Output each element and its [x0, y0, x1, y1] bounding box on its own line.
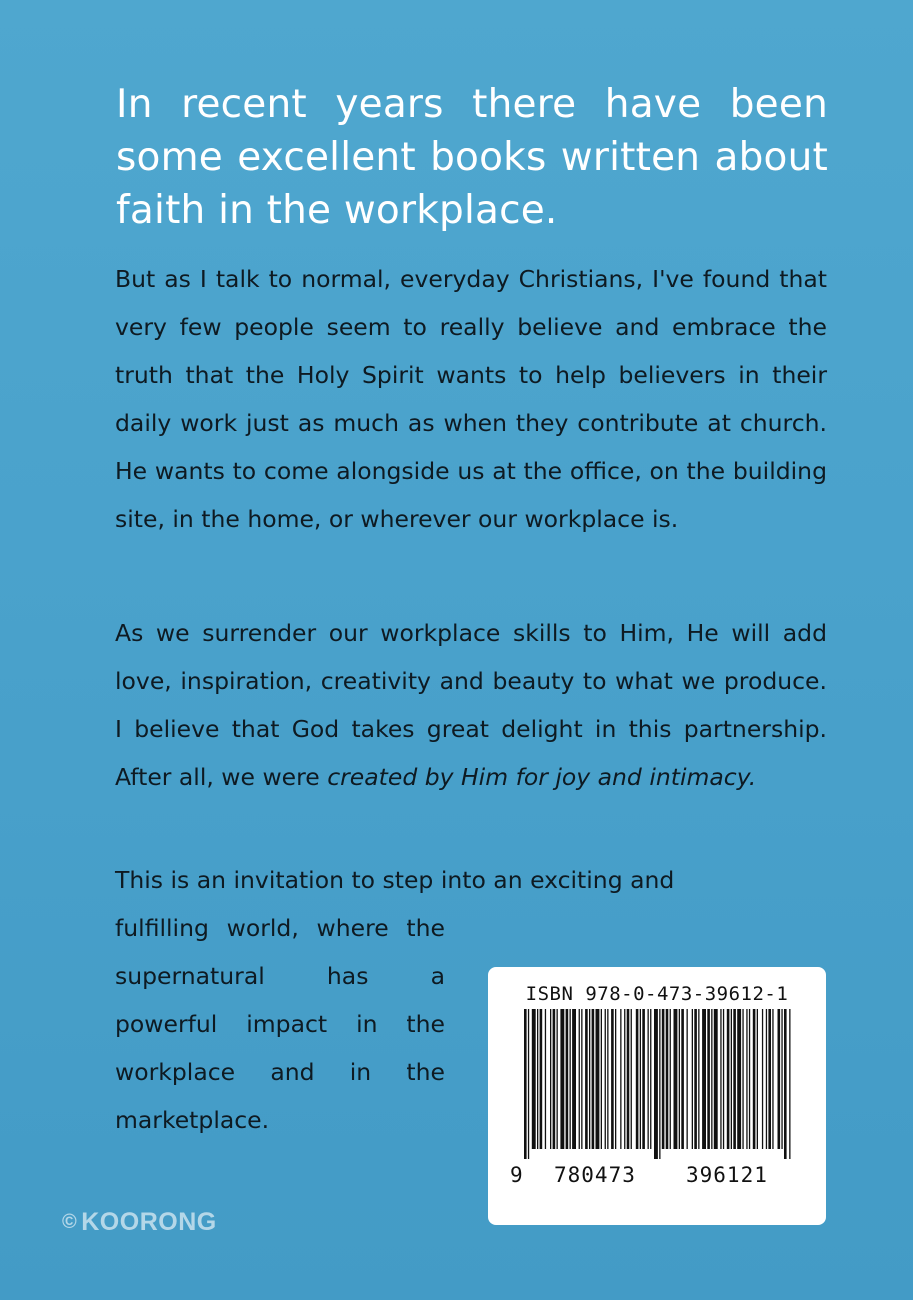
- barcode-bar: [666, 1009, 669, 1149]
- barcode-bar: [572, 1009, 576, 1149]
- barcode-bar: [746, 1009, 747, 1149]
- barcode-bar: [789, 1009, 790, 1159]
- barcode-bar: [694, 1009, 697, 1149]
- barcode-bar: [662, 1009, 665, 1149]
- barcode-bar: [540, 1009, 543, 1149]
- barcode-bar: [560, 1009, 564, 1149]
- barcode-bar: [627, 1009, 630, 1149]
- barcode-bar: [781, 1009, 782, 1149]
- barcode-bar: [570, 1009, 571, 1149]
- barcode-bars: [524, 1009, 792, 1159]
- barcode-bar: [687, 1009, 688, 1149]
- body-paragraph-1: But as I talk to normal, everyday Christians, I've found that very few people seem to really believe and embrace the truth that the Holy Spirit wants to help believers in their daily work just as much as when they contribute at church. He wants to come alongside us at the office, on the building site, in the home, or wherever our workplace is.: [115, 265, 827, 533]
- barcode-bar: [607, 1009, 608, 1149]
- barcode-bar: [742, 1009, 743, 1149]
- barcode-bar: [648, 1009, 649, 1149]
- body-paragraph-3-rest: fulfilling world, where the supernatural has a powerful impact in the workplace and in the marketplace.: [115, 914, 445, 1134]
- barcode-bar: [692, 1009, 693, 1149]
- barcode-bar: [702, 1009, 706, 1149]
- barcode-bar: [589, 1009, 590, 1149]
- barcode-bar: [545, 1009, 546, 1149]
- barcode-bar: [654, 1009, 658, 1159]
- barcode-bar: [605, 1009, 606, 1149]
- barcode-bar: [723, 1009, 724, 1149]
- koorong-watermark: [62, 1208, 217, 1237]
- barcode-bar: [585, 1009, 588, 1149]
- barcode-bar: [642, 1009, 645, 1149]
- barcode-bar: [611, 1009, 614, 1149]
- paragraph-2-italic: created by Him for joy and intimacy.: [327, 763, 757, 791]
- barcode-bar: [537, 1009, 538, 1149]
- barcode-bar: [579, 1009, 580, 1149]
- barcode-bar: [550, 1009, 551, 1149]
- isbn-label: ISBN 978-0-473-39612-1: [525, 983, 789, 1005]
- watermark-text: KOORONG: [81, 1208, 217, 1236]
- barcode-bar: [762, 1009, 763, 1149]
- barcode-bar: [592, 1009, 595, 1149]
- barcode-bar: [596, 1009, 600, 1149]
- barcode-digit-group-2: 396121: [686, 1163, 768, 1187]
- barcode-bar: [749, 1009, 750, 1149]
- barcode-bar: [698, 1009, 699, 1149]
- paragraph-2-text: As we surrender our workplace skills to Him, He will add love, inspiration, creativity and beauty to what we produce. I believe that God takes great delight in this partnership. After all, we were: [115, 619, 827, 791]
- barcode-bar: [615, 1009, 616, 1149]
- barcode-bar: [733, 1009, 736, 1149]
- barcode-bar: [772, 1009, 773, 1149]
- barcode-bar: [631, 1009, 632, 1149]
- barcode-bar: [636, 1009, 639, 1149]
- barcode-bar: [601, 1009, 602, 1149]
- barcode-bar: [581, 1009, 582, 1149]
- barcode-bar: [524, 1009, 527, 1159]
- barcode-digit-group-1: 780473: [554, 1163, 636, 1187]
- barcode-bar: [670, 1009, 671, 1149]
- copyright-icon: ©: [62, 1211, 78, 1233]
- barcode-bar: [727, 1009, 730, 1149]
- barcode-bar: [566, 1009, 569, 1149]
- barcode-bar: [720, 1009, 721, 1149]
- barcode-bar: [753, 1009, 756, 1149]
- barcode-bar: [674, 1009, 678, 1149]
- barcode-bar: [640, 1009, 641, 1149]
- barcode-bar: [711, 1009, 712, 1149]
- barcode-bar: [766, 1009, 767, 1149]
- barcode-digit-first: 9: [510, 1163, 523, 1187]
- barcode-bar: [778, 1009, 781, 1149]
- barcode-bar: [679, 1009, 680, 1149]
- barcode-bar: [714, 1009, 718, 1149]
- barcode-bar: [768, 1009, 771, 1149]
- barcode-bar: [553, 1009, 556, 1149]
- barcode-bar: [707, 1009, 710, 1149]
- barcode-bar: [757, 1009, 758, 1149]
- body-paragraph-3-lead: This is an invitation to step into an exciting and: [115, 866, 675, 894]
- barcode-bar: [681, 1009, 684, 1149]
- barcode-card: [488, 967, 826, 1225]
- barcode-bar: [528, 1009, 529, 1159]
- barcode-bar: [557, 1009, 558, 1149]
- barcode-bar: [659, 1009, 660, 1159]
- barcode-bar: [620, 1009, 621, 1149]
- barcode-bar: [731, 1009, 732, 1149]
- barcode-bar: [624, 1009, 625, 1149]
- barcode-bar: [650, 1009, 651, 1149]
- body-paragraph-2: [115, 609, 827, 801]
- headline: In recent years there have been some excellent books written about faith in the workplace.: [116, 82, 828, 233]
- barcode-bar: [784, 1009, 787, 1159]
- barcode-bar: [737, 1009, 741, 1149]
- barcode-bar: [532, 1009, 536, 1149]
